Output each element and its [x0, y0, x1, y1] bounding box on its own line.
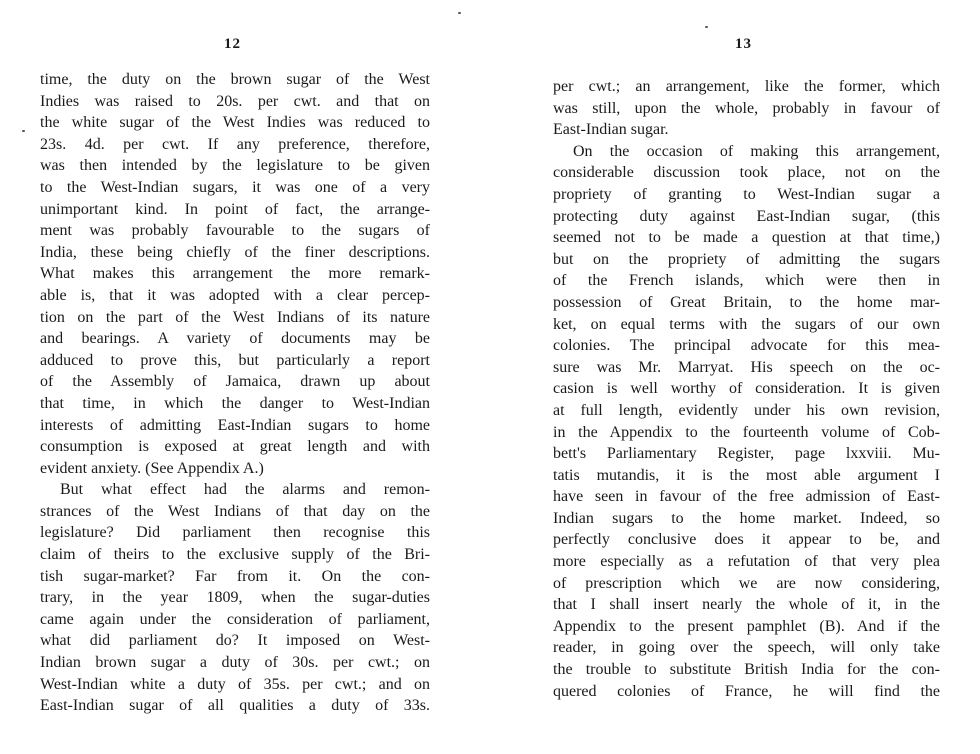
text-line: was then intended by the legislature to be given: [40, 157, 430, 175]
text-line: ket, on equal terms with the sugars of our own: [553, 315, 940, 333]
text-line: have seen in favour of the free admission of East-: [553, 488, 940, 506]
text-line: and bearings. A variety of documents may be: [40, 330, 430, 348]
text-line: trary, in the year 1809, when the sugar-duties: [40, 589, 430, 607]
text-line: quered colonies of France, he will find the: [553, 682, 940, 700]
text-line: of the French islands, which were then in: [553, 272, 940, 290]
text-line: that I shall insert nearly the whole of it, in the: [553, 596, 940, 614]
text-line: unimportant kind. In point of fact, the arrange-: [40, 200, 430, 218]
text-line: that time, in which the danger to West-Indian: [40, 394, 430, 412]
text-line: Indian brown sugar a duty of 30s. per cwt.; on: [40, 654, 430, 672]
text-line: West-Indian white a duty of 35s. per cwt.; and on: [40, 675, 430, 693]
text-line: was still, upon the whole, probably in favour of: [553, 99, 940, 117]
text-line: possession of Great Britain, to the home mar-: [553, 293, 940, 311]
text-line: What makes this arrangement the more remark-: [40, 265, 430, 283]
text-line: in the Appendix to the fourteenth volume of Cob-: [553, 423, 940, 441]
text-line: more especially as a refutation of that very plea: [553, 553, 940, 571]
text-line: On the occasion of making this arrangement,: [573, 142, 940, 160]
page-number-left: 12: [224, 36, 241, 52]
ink-speck: [705, 26, 708, 28]
text-line: to the West-Indian sugars, it was one of a very: [40, 178, 430, 196]
text-line: at full length, evidently under his own revision,: [553, 401, 940, 419]
right-page: [490, 0, 980, 754]
text-line: sure was Mr. Marryat. His speech on the oc-: [553, 358, 940, 376]
text-line: bett's Parliamentary Register, page lxxviii. Mu-: [553, 445, 940, 463]
text-line: reader, in going over the speech, will only take: [553, 639, 940, 657]
text-line: perfectly conclusive does it appear to be, and: [553, 531, 940, 549]
text-line: East-Indian sugar.: [553, 121, 669, 139]
text-line: Appendix to the present pamphlet (B). And if the: [553, 617, 940, 635]
text-line: interests of admitting East-Indian sugars to home: [40, 416, 430, 434]
text-line: adduced to prove this, but particularly a report: [40, 351, 430, 369]
text-line: casion is well worthy of consideration. It is given: [553, 380, 940, 398]
text-line: consumption is exposed at great length and with: [40, 438, 430, 456]
text-line: claim of theirs to the exclusive supply of the Bri-: [40, 546, 430, 564]
text-line: the trouble to substitute British India for the con-: [553, 661, 940, 679]
left-page-text: [40, 69, 430, 717]
text-line: but on the propriety of admitting the sugars: [553, 250, 940, 268]
page-number-right: 13: [735, 36, 752, 52]
text-line: Indian sugars to the home market. Indeed, so: [553, 509, 940, 527]
text-line: ment was probably favourable to the sugars of: [40, 222, 430, 240]
text-line: But what effect had the alarms and remon-: [60, 481, 430, 499]
text-line: East-Indian sugar of all qualities a duty of 33s.: [40, 697, 430, 715]
text-line: considerable discussion took place, not on the: [553, 164, 940, 182]
text-line: of prescription which we are now considering,: [553, 574, 940, 592]
text-line: time, the duty on the brown sugar of the West: [40, 71, 430, 88]
text-line: seemed not to be made a question at that time,): [553, 229, 940, 247]
text-line: came again under the consideration of parliament,: [40, 610, 430, 628]
text-line: tion on the part of the West Indians of its nature: [40, 308, 430, 326]
text-line: legislature? Did parliament then recognise this: [40, 524, 430, 542]
text-line: what did parliament do? It imposed on West-: [40, 632, 430, 650]
text-line: evident anxiety. (See Appendix A.): [40, 459, 264, 477]
text-line: Indies was raised to 20s. per cwt. and that on: [40, 92, 430, 110]
text-line: India, these being chiefly of the finer descriptions.: [40, 243, 430, 261]
text-line: the white sugar of the West Indies was reduced to: [40, 114, 430, 132]
text-line: colonies. The principal advocate for this mea-: [553, 337, 940, 355]
text-line: tish sugar-market? Far from it. On the con-: [40, 567, 430, 585]
text-line: tatis mutandis, it is the most able argument I: [553, 466, 940, 484]
text-line: of the Assembly of Jamaica, drawn up about: [40, 373, 430, 391]
text-line: protecting duty against East-Indian sugar, (this: [553, 207, 940, 225]
text-line: 23s. 4d. per cwt. If any preference, therefore,: [40, 135, 430, 153]
text-line: propriety of granting to West-Indian sugar a: [553, 185, 940, 203]
ink-speck: [458, 12, 461, 14]
text-line: able is, that it was adopted with a clear percep-: [40, 286, 430, 304]
right-page-text: [553, 76, 940, 702]
text-line: per cwt.; an arrangement, like the former, which: [553, 78, 940, 95]
ink-speck: [22, 130, 25, 132]
text-line: strances of the West Indians of that day on the: [40, 502, 430, 520]
